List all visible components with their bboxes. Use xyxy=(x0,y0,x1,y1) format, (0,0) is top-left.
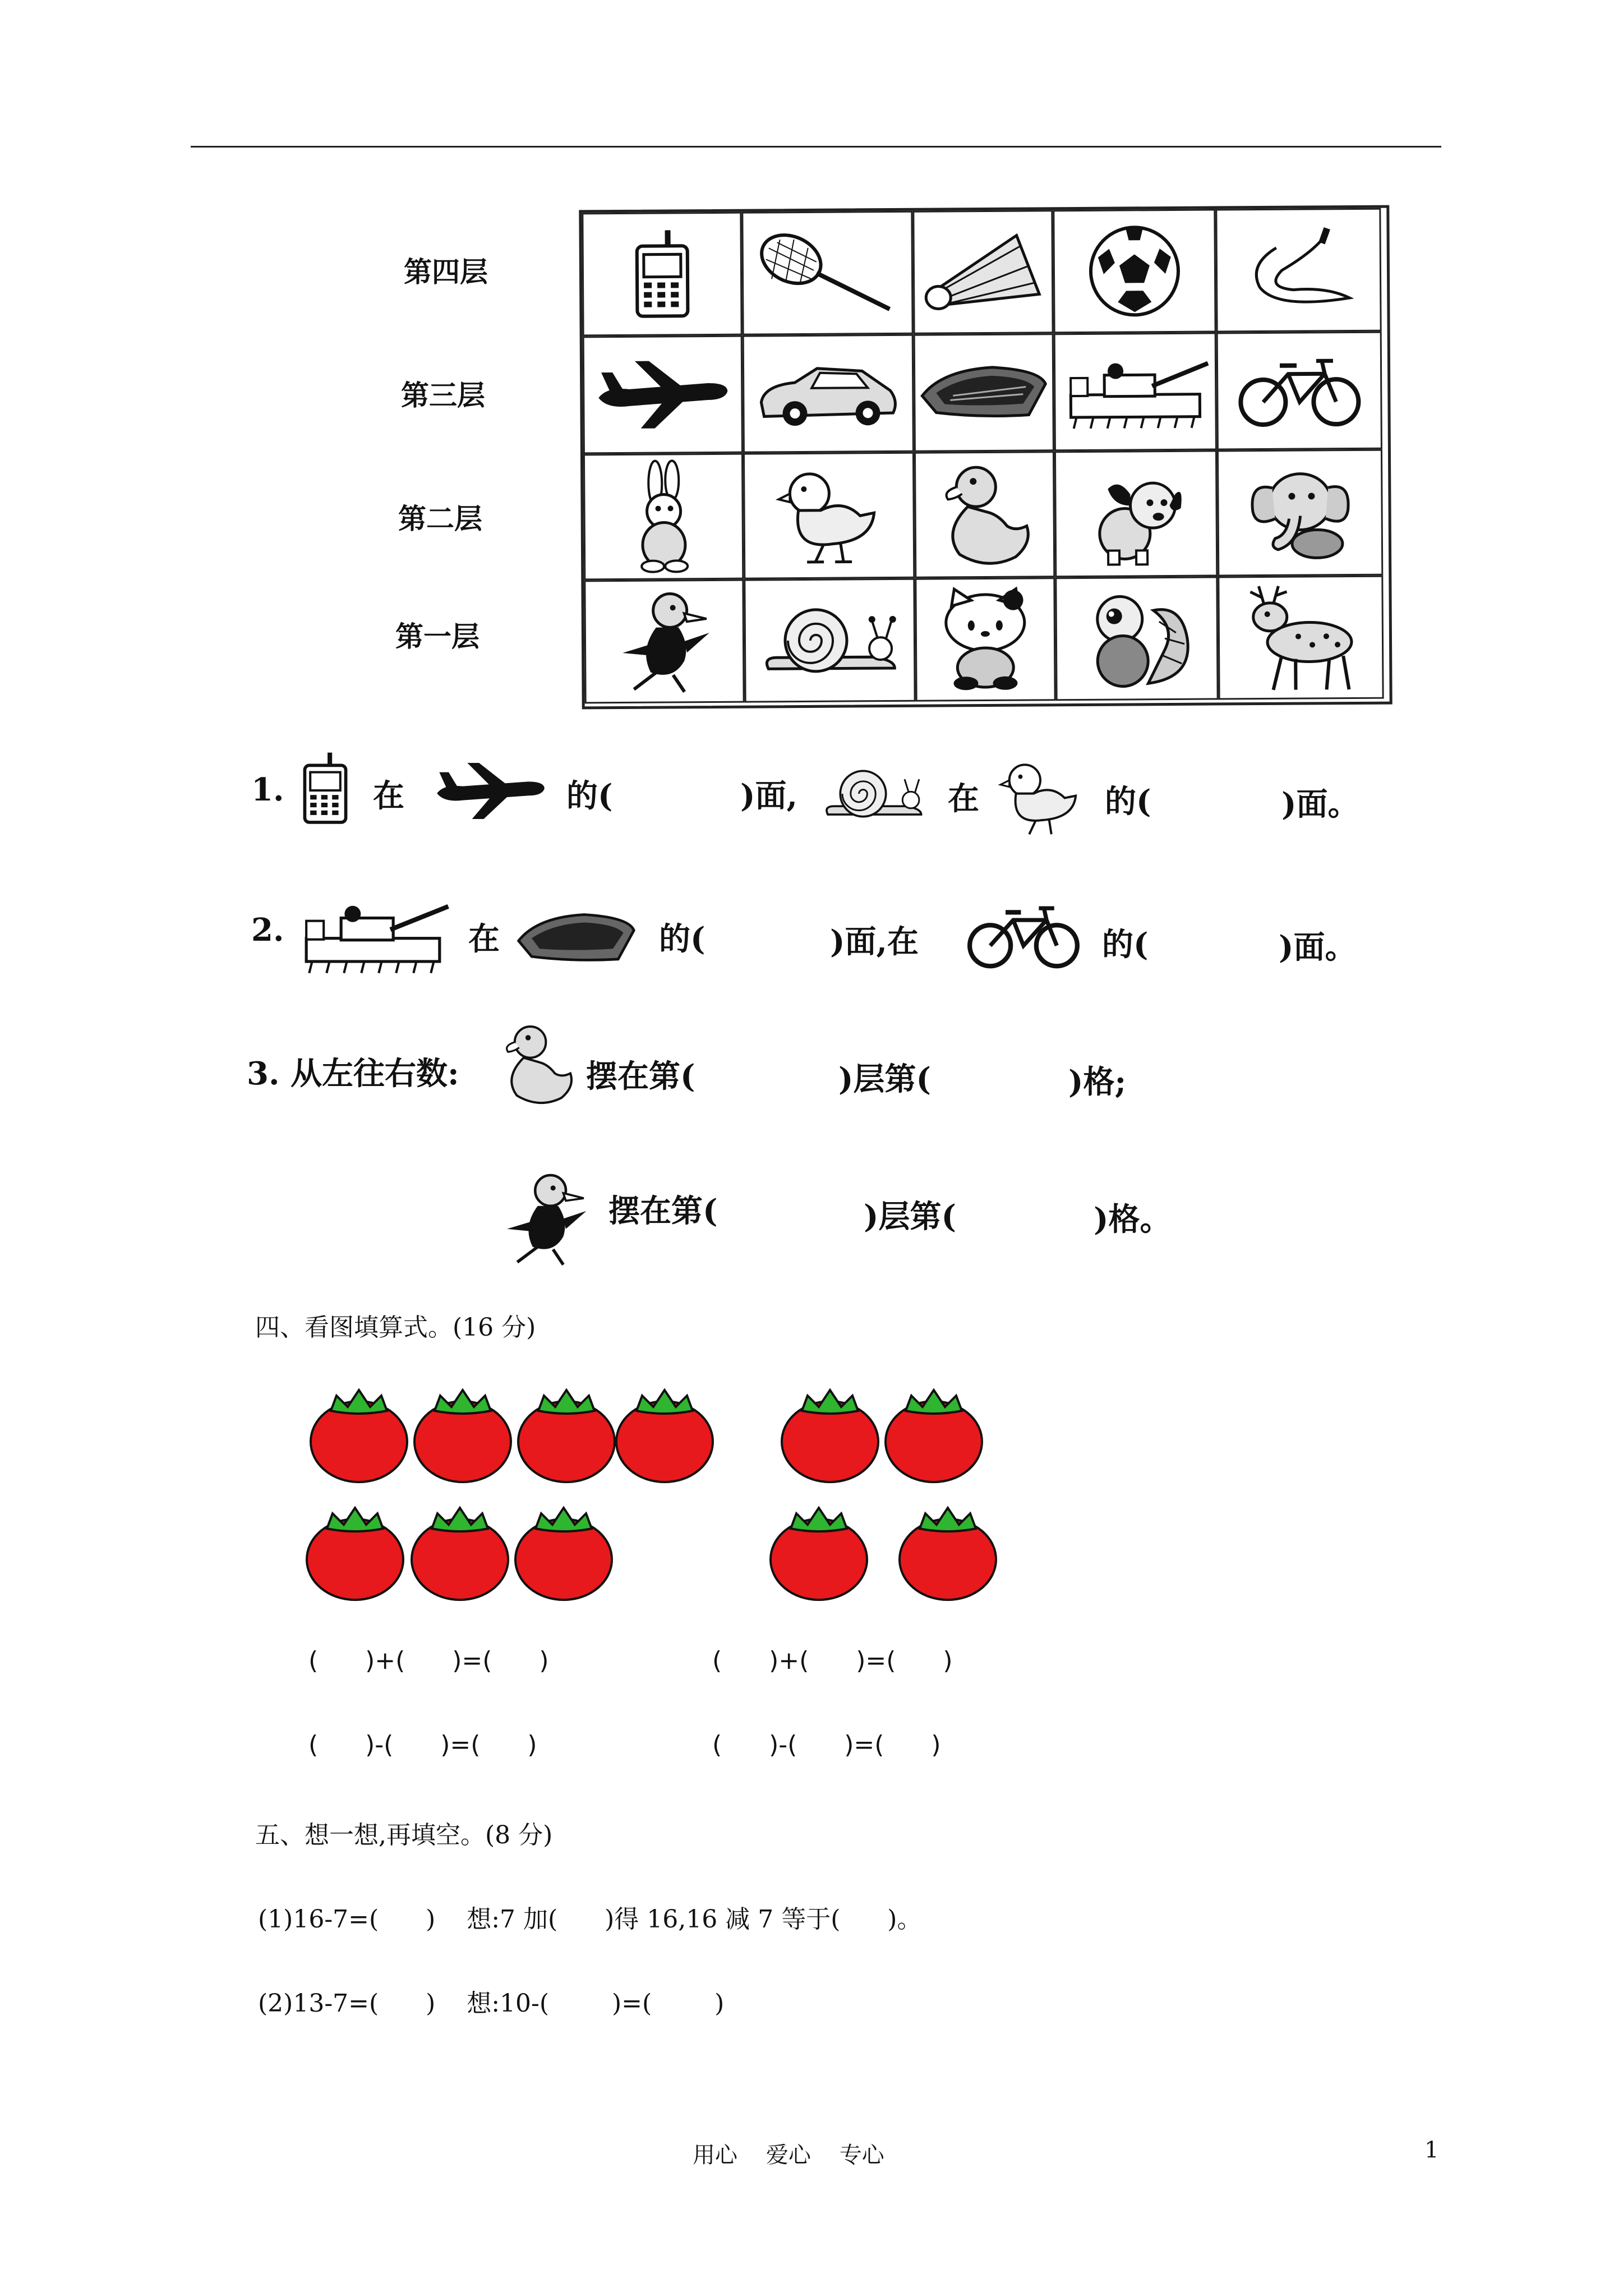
duck-icon xyxy=(937,458,1032,571)
tomato xyxy=(900,1508,996,1600)
q3-b-text-1: 摆在第( xyxy=(608,1193,718,1230)
shelf-cell xyxy=(1218,576,1384,700)
q3-b-text-3: )格。 xyxy=(1094,1201,1172,1238)
q1-text-3: )面, xyxy=(740,777,797,815)
phone-icon xyxy=(300,752,351,825)
bicycle-icon xyxy=(965,900,1082,970)
bicycle-icon xyxy=(1234,354,1364,427)
squirrel-icon xyxy=(1080,588,1193,689)
shelf-cell xyxy=(741,211,913,335)
q2-text-2: 的( xyxy=(659,921,706,958)
snail-icon xyxy=(759,604,900,678)
chick-icon xyxy=(998,757,1082,839)
shelf-cell xyxy=(1054,332,1217,451)
shelf-label-3: 第三层 xyxy=(401,379,485,412)
shelf-label-1: 第一层 xyxy=(395,620,479,653)
phone-icon xyxy=(631,229,693,319)
boat-icon xyxy=(919,361,1049,424)
page-number: 1 xyxy=(1424,2137,1439,2163)
section5-line-2: (2)13-7=( ) 想:10-( )=( ) xyxy=(258,1989,725,2018)
equation-add-left: ( )+( )=( ) xyxy=(308,1646,549,1675)
snail-icon xyxy=(822,766,925,822)
shelf-cell xyxy=(743,452,915,579)
shelf-cell xyxy=(1217,449,1383,577)
tomato xyxy=(311,1390,407,1482)
q3-b-text-2: )层第( xyxy=(864,1198,956,1235)
equation-add-right: ( )+( )=( ) xyxy=(712,1646,953,1675)
q1-text-4: 在 xyxy=(948,780,979,817)
tomato xyxy=(307,1508,403,1600)
q1-text-6: )面。 xyxy=(1281,786,1359,823)
shelf-cell xyxy=(583,335,743,454)
penguin-icon xyxy=(502,1170,589,1268)
section5-heading: 五、想一想,再填空。(8 分) xyxy=(255,1821,553,1849)
shelf-cell xyxy=(582,212,742,337)
dog-icon xyxy=(1085,460,1187,567)
airplane-icon xyxy=(595,358,730,431)
q2-text-1: 在 xyxy=(468,921,500,958)
equation-sub-right: ( )-( )=( ) xyxy=(712,1731,941,1759)
tank-icon xyxy=(294,892,451,979)
kitten-icon xyxy=(934,588,1036,690)
section5-line-1: (1)16-7=( ) 想:7 加( )得 16,16 减 7 等于( )。 xyxy=(258,1905,922,1934)
q3-intro: 3. 从左往右数: xyxy=(247,1055,459,1092)
penguin-icon xyxy=(616,588,712,695)
elephant-icon xyxy=(1244,464,1357,560)
shelf-cell xyxy=(1054,450,1218,577)
shelf-cell xyxy=(743,334,914,453)
tomato xyxy=(616,1390,713,1482)
tomato xyxy=(886,1390,982,1482)
tomato xyxy=(518,1390,615,1482)
shelf-cell xyxy=(912,210,1053,334)
chick-icon xyxy=(776,465,883,567)
shelf-grid xyxy=(579,205,1392,710)
q2-number: 2. xyxy=(251,912,284,949)
q1-text-1: 在 xyxy=(373,777,404,815)
shelf-cell xyxy=(914,333,1054,452)
shelf-cell xyxy=(915,577,1055,702)
car-icon xyxy=(755,357,901,431)
shelf-cell xyxy=(1053,209,1216,333)
badminton-racket-icon xyxy=(754,231,901,316)
shelf-cell xyxy=(914,451,1055,578)
shuttlecock-icon xyxy=(921,227,1045,317)
shelf-cell xyxy=(584,579,744,704)
tank-icon xyxy=(1059,349,1211,435)
q2-text-4: 的( xyxy=(1102,926,1149,963)
shelf-cell xyxy=(1216,332,1382,450)
q1-text-2: 的( xyxy=(566,777,613,815)
tomato xyxy=(782,1390,878,1482)
shelf-label-4: 第四层 xyxy=(404,255,488,288)
equation-sub-left: ( )-( )=( ) xyxy=(308,1731,537,1759)
q3-a-text-2: )层第( xyxy=(838,1061,931,1098)
tomato-picture xyxy=(303,1374,1060,1610)
jump-rope-icon xyxy=(1242,225,1355,315)
shelf-cell xyxy=(744,578,915,703)
rabbit-icon xyxy=(630,461,698,573)
q3-a-text-3: )格; xyxy=(1068,1064,1127,1101)
deer-icon xyxy=(1242,582,1360,692)
q2-text-5: )面。 xyxy=(1279,929,1357,966)
tomato xyxy=(412,1508,508,1600)
tomato xyxy=(515,1508,612,1600)
shelf-cell xyxy=(1055,576,1218,701)
duck-icon xyxy=(499,1018,575,1111)
tomato xyxy=(414,1390,511,1482)
q3-a-text-1: 摆在第( xyxy=(586,1058,695,1095)
boat-icon xyxy=(516,909,637,968)
q1-text-5: 的( xyxy=(1105,783,1151,820)
q2-text-3: )面,在 xyxy=(830,923,919,960)
section4-heading: 四、看图填算式。(16 分) xyxy=(255,1313,536,1342)
shelf-label-2: 第二层 xyxy=(398,502,482,535)
header-rule xyxy=(191,146,1441,148)
tomato xyxy=(771,1508,867,1600)
soccer-ball-icon xyxy=(1086,223,1182,319)
q1-number: 1. xyxy=(251,771,284,808)
airplane-icon xyxy=(435,760,547,822)
footer-motto: 用心 爱心 专心 xyxy=(693,2142,884,2168)
shelf-cell xyxy=(1215,208,1381,333)
shelf-cell xyxy=(583,453,744,581)
